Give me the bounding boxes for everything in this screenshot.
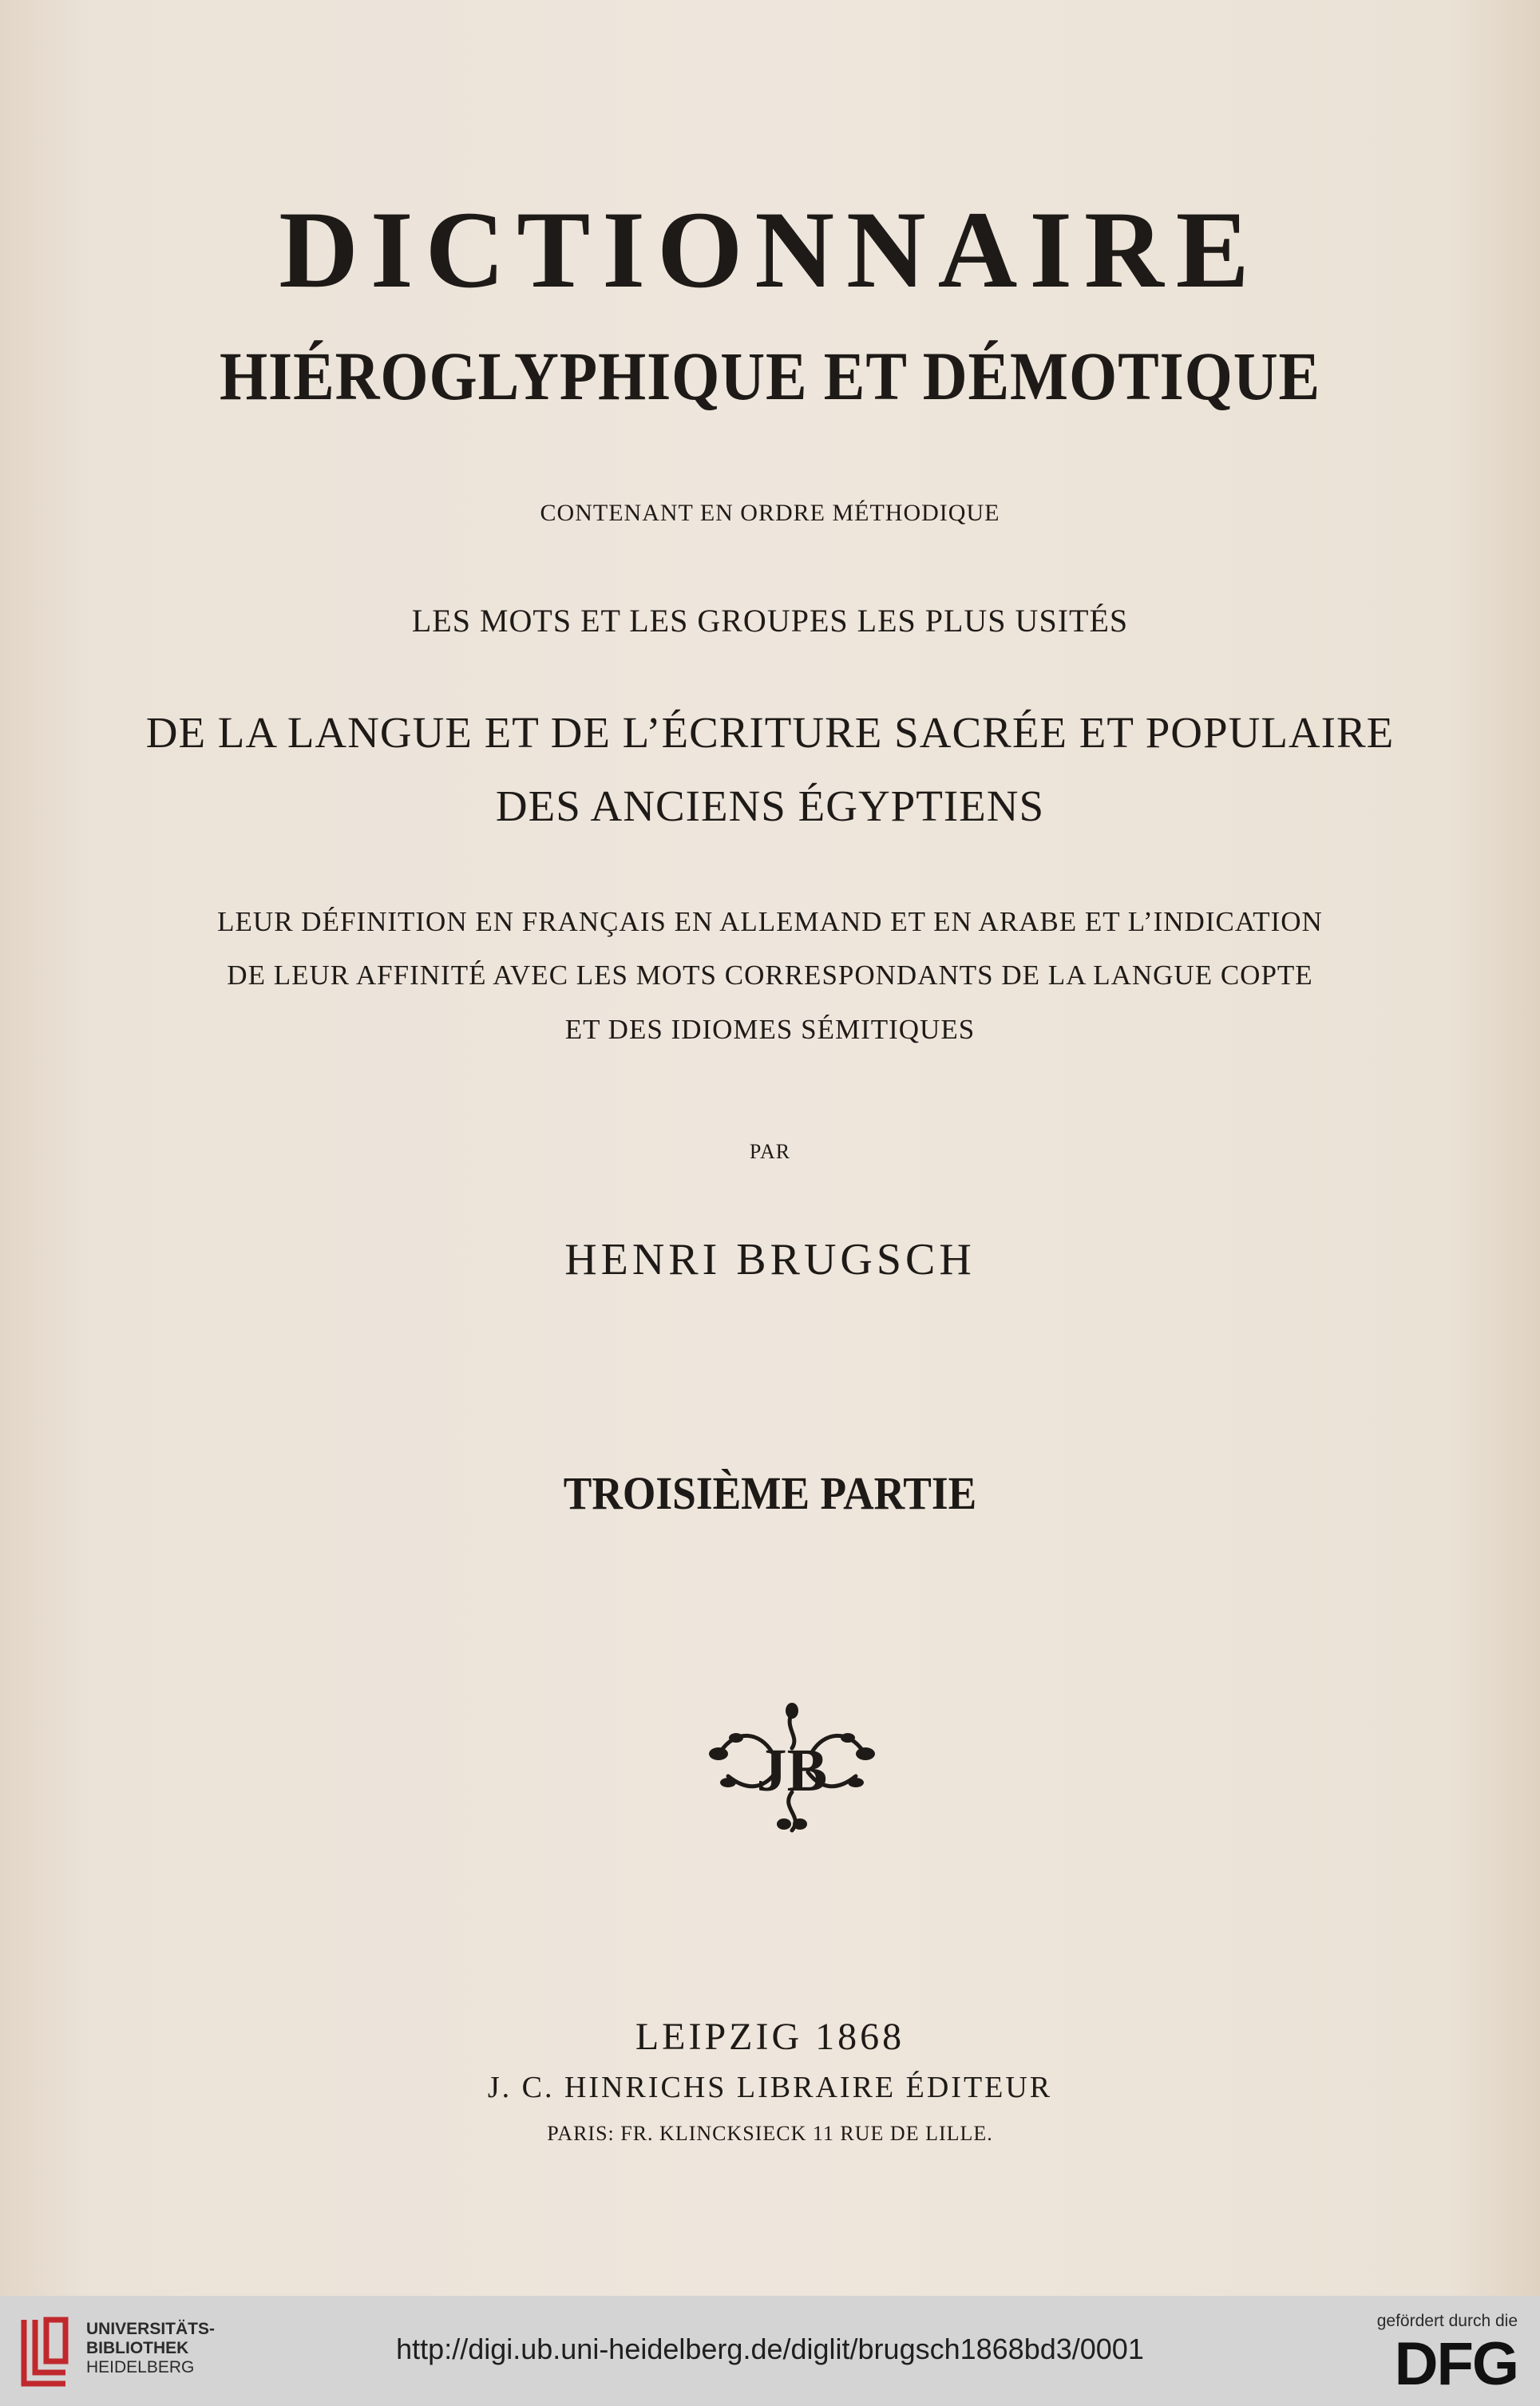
library-name-line-3: HEIDELBERG [86,2358,195,2377]
book-title: DICTIONNAIRE [279,188,1261,311]
dfg-logo: DFG [1394,2330,1518,2398]
imprint-address: PARIS: FR. KLINCKSIECK 11 RUE DE LILLE. [547,2122,993,2145]
imprint-city-year: LEIPZIG 1868 [635,2016,905,2058]
library-name-line-1: UNIVERSITÄTS- [86,2320,216,2338]
imprint-publisher: J. C. HINRICHS LIBRAIRE ÉDITEUR [487,2071,1053,2104]
description-line-5: LEUR DÉFINITION EN FRANÇAIS EN ALLEMAND ET EN ARABE ET L’INDICATION [217,906,1323,937]
description-line-2: LES MOTS ET LES GROUPES LES PLUS USITÉS [411,603,1129,639]
description-line-7: ET DES IDIOMES SÉMITIQUES [564,1014,976,1045]
digitization-footer [0,2296,1540,2406]
description-line-1: CONTENANT EN ORDRE MÉTHODIQUE [540,500,1000,526]
author-name: HENRI BRUGSCH [564,1235,976,1284]
description-line-6: DE LEUR AFFINITÉ AVEC LES MOTS CORRESPONDANTS DE LA LANGUE COPTE [227,960,1313,991]
book-subtitle: HIÉROGLYPHIQUE ET DÉMOTIQUE [219,338,1321,414]
description-line-4: DES ANCIENS ÉGYPTIENS [495,782,1045,830]
description-line-3: DE LA LANGUE ET DE L’ÉCRITURE SACRÉE ET POPULAIRE [145,708,1395,757]
by-label: PAR [749,1140,791,1163]
svg-text:JB: JB [756,1737,828,1804]
publisher-monogram-ornament-icon [704,1696,880,1836]
library-name-line-2: BIBLIOTHEK [86,2339,189,2358]
volume-part: TROISIÈME PARTIE [563,1467,977,1519]
permalink-url[interactable]: http://digi.ub.uni-heidelberg.de/diglit/brugsch1868bd3/0001 [396,2333,1144,2365]
funded-by-label: gefördert durch die [1376,2312,1518,2330]
